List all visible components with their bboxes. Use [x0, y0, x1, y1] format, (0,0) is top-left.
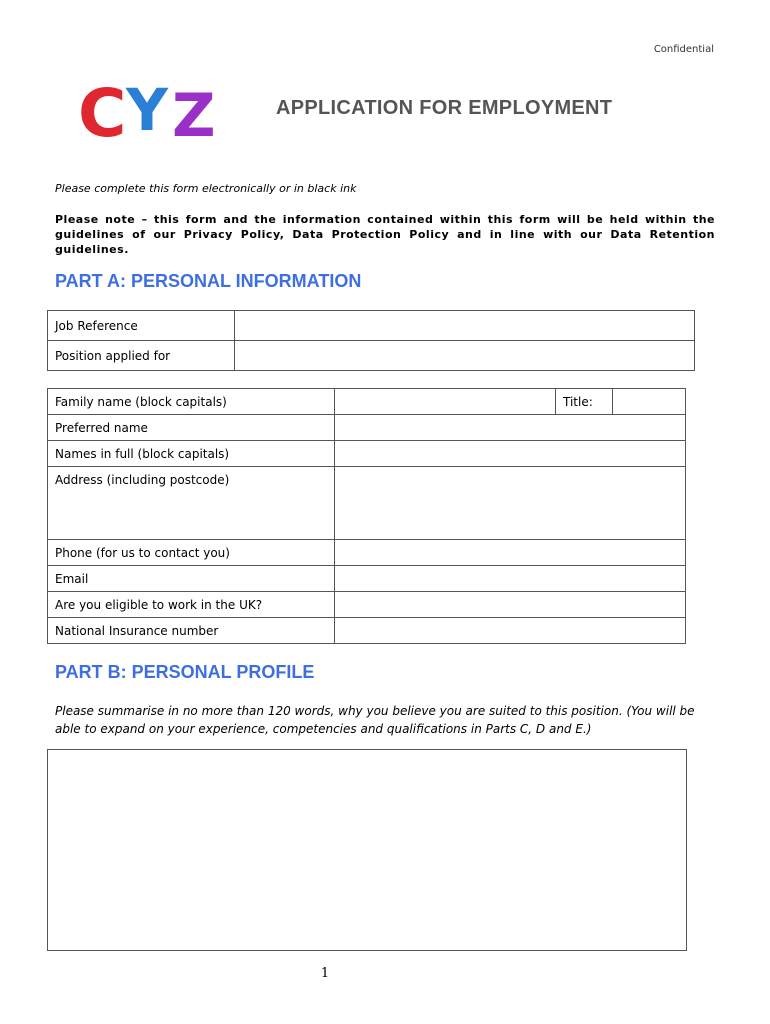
email-label: Email: [48, 566, 335, 592]
family-name-input[interactable]: [335, 389, 556, 415]
eligibility-label: Are you eligible to work in the UK?: [48, 592, 335, 618]
profile-textarea[interactable]: [47, 749, 687, 951]
instructions: Please complete this form electronically or in black ink: [55, 182, 357, 195]
eligibility-input[interactable]: [335, 592, 686, 618]
address-label: Address (including postcode): [48, 467, 335, 540]
preferred-name-label: Preferred name: [48, 415, 335, 441]
privacy-note: Please note – this form and the information contained within this form will be held within the guidelines of our Privacy Policy, Data Protection Policy and in line with our Data Retention guidelines.: [55, 213, 715, 256]
full-names-label: Names in full (block capitals): [48, 441, 335, 467]
title-input[interactable]: [613, 389, 686, 415]
job-reference-label: Job Reference: [48, 311, 235, 341]
full-names-input[interactable]: [335, 441, 686, 467]
confidential-label: Confidential: [653, 44, 714, 55]
ni-number-input[interactable]: [335, 618, 686, 644]
ni-number-label: National Insurance number: [48, 618, 335, 644]
page-title: APPLICATION FOR EMPLOYMENT: [276, 97, 613, 119]
svg-text:Y: Y: [126, 76, 168, 144]
email-input[interactable]: [335, 566, 686, 592]
job-reference-input[interactable]: [235, 311, 695, 341]
preferred-name-input[interactable]: [335, 415, 686, 441]
part-b-heading: PART B: PERSONAL PROFILE: [55, 662, 315, 682]
phone-label: Phone (for us to contact you): [48, 540, 335, 566]
page-number: 1: [320, 966, 330, 981]
svg-text:Z: Z: [172, 81, 216, 148]
position-input[interactable]: [235, 341, 695, 371]
personal-info-table: [47, 388, 686, 644]
title-label: Title:: [556, 389, 613, 415]
job-table: [47, 310, 695, 371]
profile-instruction: Please summarise in no more than 120 words, why you believe you are suited to this position. (You will be able to expand on your experience, competencies and qualifications in Parts C, D and E.): [55, 704, 695, 736]
phone-input[interactable]: [335, 540, 686, 566]
family-name-label: Family name (block capitals): [48, 389, 335, 415]
cyz-logo: [76, 68, 226, 148]
address-input[interactable]: [335, 467, 686, 540]
svg-text:C: C: [78, 75, 127, 148]
part-a-heading: PART A: PERSONAL INFORMATION: [55, 271, 362, 291]
position-label: Position applied for: [48, 341, 235, 371]
